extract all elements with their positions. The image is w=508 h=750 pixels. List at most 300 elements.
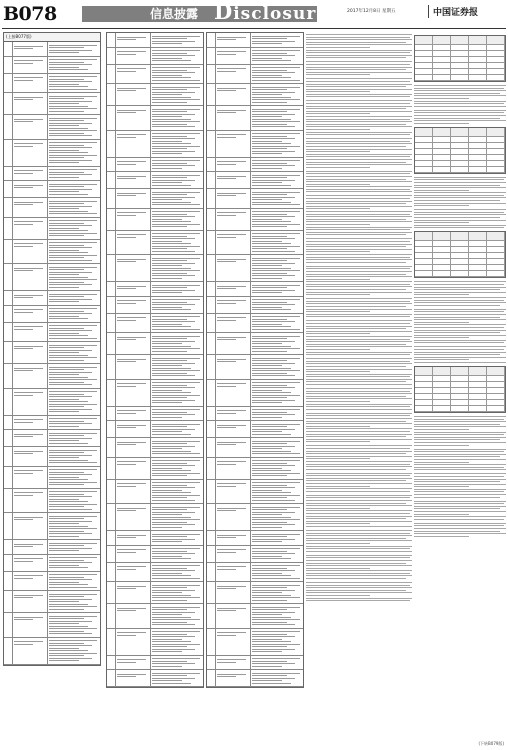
text-line <box>252 678 295 679</box>
section-title-en-initial: D <box>214 0 234 24</box>
row-number <box>107 48 116 64</box>
text-line <box>14 436 33 437</box>
text-line <box>252 358 300 359</box>
text-line <box>306 323 410 324</box>
table-cell <box>415 400 433 405</box>
text-line <box>252 495 300 496</box>
text-line <box>49 79 84 80</box>
text-line <box>414 317 500 318</box>
text-line <box>117 51 146 52</box>
text-line <box>252 58 282 59</box>
text-line <box>152 119 191 120</box>
table-cell <box>469 155 487 160</box>
text-line <box>217 383 246 384</box>
text-line <box>217 483 246 484</box>
text-line <box>14 451 43 452</box>
text-line <box>14 422 33 423</box>
text-line <box>252 119 291 120</box>
text-line <box>414 197 506 198</box>
row-number <box>107 231 116 255</box>
text-line <box>306 464 410 465</box>
text-line <box>414 506 506 507</box>
text-line <box>217 461 246 462</box>
text-line <box>306 159 412 160</box>
row-number <box>107 670 116 686</box>
text-line <box>14 295 43 296</box>
table-cell <box>469 253 487 258</box>
text-line <box>414 294 469 295</box>
text-line <box>306 363 412 364</box>
table-cell <box>469 137 487 142</box>
text-line <box>306 456 412 457</box>
text-line <box>152 482 200 483</box>
text-line <box>152 309 191 310</box>
table-row <box>4 572 100 592</box>
text-line <box>217 339 236 340</box>
text-line <box>49 406 84 407</box>
text-line <box>252 290 295 291</box>
text-line <box>152 55 195 56</box>
text-line <box>217 676 236 677</box>
text-line <box>306 439 412 440</box>
table-row <box>107 84 203 106</box>
text-line <box>152 219 182 220</box>
text-line <box>252 641 291 642</box>
text-line <box>306 227 412 228</box>
text-line <box>252 80 300 81</box>
text-line <box>117 68 146 69</box>
text-line <box>252 527 282 528</box>
text-line <box>152 307 182 308</box>
text-line <box>152 248 187 249</box>
table-cell <box>433 69 451 74</box>
text-line <box>152 387 195 388</box>
text-line <box>49 643 84 644</box>
table-row <box>207 172 303 189</box>
text-line <box>252 165 295 166</box>
text-line <box>414 212 504 213</box>
table-row <box>415 367 505 376</box>
table-row <box>107 604 203 629</box>
text-line <box>14 368 43 369</box>
text-line <box>252 368 291 369</box>
text-line <box>152 487 195 488</box>
row-number <box>207 563 216 582</box>
row-number <box>4 42 13 56</box>
text-line <box>152 402 182 403</box>
table-row <box>207 106 303 131</box>
fund-detail <box>151 282 203 296</box>
fund-detail <box>251 106 303 130</box>
row-number <box>107 131 116 157</box>
fund-detail <box>251 33 303 47</box>
text-line <box>306 423 412 424</box>
fund-name <box>116 65 151 84</box>
text-line <box>49 423 92 424</box>
text-line <box>152 290 195 291</box>
text-line <box>252 133 300 134</box>
text-line <box>49 548 92 549</box>
fund-name <box>13 93 48 114</box>
fund-name <box>116 333 151 354</box>
text-line <box>252 194 287 195</box>
text-line <box>152 634 187 635</box>
table-row <box>207 421 303 438</box>
row-number <box>4 389 13 415</box>
data-table <box>414 127 506 174</box>
text-line <box>49 89 97 90</box>
text-line <box>252 585 300 586</box>
row-number <box>207 333 216 354</box>
text-line <box>152 363 195 364</box>
text-line <box>252 385 287 386</box>
row-number <box>4 323 13 342</box>
text-line <box>117 566 146 567</box>
text-line <box>14 517 43 518</box>
text-line <box>306 219 406 220</box>
text-line <box>49 284 92 285</box>
table-cell <box>451 57 469 62</box>
text-line <box>306 266 412 267</box>
table-cell <box>451 137 469 142</box>
text-line <box>252 617 291 618</box>
text-line <box>49 479 88 480</box>
text-line <box>117 176 146 177</box>
text-line <box>414 523 506 524</box>
text-line <box>49 516 97 517</box>
text-line <box>414 429 469 430</box>
text-line <box>252 424 300 425</box>
text-line <box>252 348 300 349</box>
text-line <box>306 44 412 45</box>
text-line <box>414 330 506 331</box>
text-line <box>14 63 33 64</box>
text-line <box>117 300 146 301</box>
text-line <box>49 287 79 288</box>
text-line <box>152 251 195 252</box>
text-line <box>152 329 200 330</box>
text-line <box>306 415 410 416</box>
text-line <box>306 211 412 212</box>
text-line <box>49 67 79 68</box>
text-line <box>414 220 506 221</box>
table-row <box>107 255 203 282</box>
row-number <box>107 314 116 333</box>
table-cell <box>469 69 487 74</box>
text-line <box>49 301 79 302</box>
fund-detail <box>251 604 303 628</box>
text-line <box>414 118 500 119</box>
text-line <box>49 318 88 319</box>
table-cell <box>433 167 451 172</box>
text-line <box>117 195 136 196</box>
text-line <box>217 68 246 69</box>
table-row <box>4 513 100 540</box>
paragraph <box>414 523 506 537</box>
text-line <box>152 153 182 154</box>
table-cell <box>415 247 433 252</box>
fund-detail <box>251 380 303 406</box>
text-line <box>306 565 412 566</box>
text-line <box>49 277 88 278</box>
text-line <box>14 492 43 493</box>
text-line <box>252 482 300 483</box>
text-line <box>306 326 412 327</box>
text-line <box>414 503 504 504</box>
section-title: 信息披露 <box>150 7 199 21</box>
fund-detail <box>251 333 303 354</box>
row-number <box>207 629 216 655</box>
text-line <box>414 462 469 463</box>
text-line <box>414 514 469 515</box>
text-line <box>252 292 282 293</box>
text-line <box>49 435 84 436</box>
fund-name <box>116 48 151 64</box>
text-line <box>306 316 410 317</box>
text-line <box>252 89 287 90</box>
text-line <box>217 486 236 487</box>
table-cell <box>415 69 433 74</box>
text-line <box>252 87 300 88</box>
text-line <box>252 192 300 193</box>
text-line <box>306 478 412 479</box>
text-line <box>49 98 84 99</box>
table-cell <box>487 406 505 411</box>
table-cell <box>433 265 451 270</box>
row-number <box>107 407 116 421</box>
text-line <box>414 484 506 485</box>
text-line <box>49 120 84 121</box>
text-line <box>49 506 84 507</box>
table-row <box>207 314 303 334</box>
text-line <box>49 233 97 234</box>
table-cell <box>469 63 487 68</box>
text-line <box>306 585 410 586</box>
text-line <box>252 175 300 176</box>
text-line <box>152 441 200 442</box>
text-line <box>49 311 84 312</box>
text-line <box>252 316 300 317</box>
text-line <box>217 427 236 428</box>
fund-name <box>13 540 48 554</box>
table-row <box>4 264 100 291</box>
row-number <box>107 282 116 296</box>
text-line <box>252 199 282 200</box>
text-line <box>49 587 97 588</box>
data-table <box>414 35 506 82</box>
text-line <box>217 288 236 289</box>
text-line <box>306 167 370 168</box>
fund-name <box>116 297 151 313</box>
text-line <box>252 592 282 593</box>
text-line <box>14 99 33 100</box>
fund-detail <box>151 231 203 255</box>
fund-name <box>216 670 251 686</box>
text-line <box>152 136 187 137</box>
text-line <box>49 440 79 441</box>
fund-name <box>116 407 151 421</box>
text-line <box>152 622 187 623</box>
table-cell <box>469 265 487 270</box>
text-line <box>252 146 300 147</box>
row-number <box>107 629 116 655</box>
text-line <box>49 594 97 595</box>
text-line <box>49 118 97 119</box>
text-line <box>306 560 412 561</box>
text-line <box>14 268 43 269</box>
text-line <box>49 606 97 607</box>
text-line <box>152 595 191 596</box>
text-line <box>49 477 79 478</box>
text-line <box>49 443 88 444</box>
text-line <box>414 217 500 218</box>
text-line <box>49 545 84 546</box>
text-line <box>306 224 370 225</box>
text-line <box>414 123 469 124</box>
text-line <box>117 383 146 384</box>
text-line <box>306 331 412 332</box>
fund-detail <box>48 430 100 446</box>
text-line <box>152 221 191 222</box>
table-cell <box>451 394 469 399</box>
text-line <box>152 324 182 325</box>
text-line <box>152 434 191 435</box>
text-line <box>252 163 287 164</box>
text-line <box>306 259 412 260</box>
fund-detail <box>151 355 203 379</box>
table-cell <box>415 149 433 154</box>
text-line <box>414 346 506 347</box>
table-cell <box>451 36 469 44</box>
table-cell <box>451 247 469 252</box>
text-line <box>252 661 287 662</box>
text-line <box>152 43 182 44</box>
text-line <box>306 453 406 454</box>
text-line <box>152 485 187 486</box>
row-number <box>207 33 216 47</box>
text-line <box>414 424 500 425</box>
fund-name <box>13 240 48 264</box>
paragraph <box>414 85 506 107</box>
text-line <box>252 487 295 488</box>
fund-detail <box>251 231 303 255</box>
text-line <box>414 445 469 446</box>
fund-name <box>116 33 151 47</box>
text-line <box>152 541 182 542</box>
text-line <box>306 469 406 470</box>
table-cell <box>415 232 433 240</box>
text-line <box>252 639 282 640</box>
text-line <box>49 621 92 622</box>
text-line <box>306 401 370 402</box>
fund-name <box>216 333 251 354</box>
text-line <box>306 374 412 375</box>
fund-name <box>116 546 151 562</box>
table-row <box>4 591 100 613</box>
paragraph <box>306 171 412 193</box>
table-row <box>107 670 203 687</box>
table-cell <box>415 265 433 270</box>
fund-name <box>216 314 251 333</box>
text-line <box>152 116 182 117</box>
text-line <box>414 342 504 343</box>
text-line <box>252 651 282 652</box>
text-line <box>117 586 146 587</box>
text-line <box>306 208 370 209</box>
text-line <box>152 270 200 271</box>
text-line <box>49 399 79 400</box>
text-line <box>217 137 236 138</box>
text-line <box>306 336 412 337</box>
table-row <box>207 231 303 256</box>
text-line <box>152 612 195 613</box>
text-line <box>306 111 412 112</box>
fund-name <box>216 563 251 582</box>
text-line <box>306 480 406 481</box>
text-line <box>306 473 412 474</box>
table-row <box>415 167 505 173</box>
text-line <box>49 472 84 473</box>
text-line <box>152 133 200 134</box>
text-line <box>152 585 200 586</box>
paragraph <box>306 320 412 355</box>
fund-detail <box>251 480 303 504</box>
fund-detail <box>48 447 100 466</box>
text-line <box>252 387 295 388</box>
table-cell <box>433 406 451 411</box>
text-line <box>306 448 410 449</box>
text-line <box>306 513 410 514</box>
text-line <box>414 449 506 450</box>
text-line <box>306 349 370 350</box>
text-line <box>217 261 236 262</box>
text-line <box>414 467 504 468</box>
text-line <box>152 658 200 659</box>
text-line <box>152 490 182 491</box>
text-line <box>252 92 295 93</box>
text-line <box>49 626 88 627</box>
fund-detail <box>251 65 303 84</box>
table-row <box>207 531 303 546</box>
text-line <box>306 441 370 442</box>
text-line <box>306 241 410 242</box>
text-line <box>252 375 295 376</box>
text-line <box>152 338 187 339</box>
fund-detail <box>48 555 100 571</box>
row-number <box>4 638 13 664</box>
table-row <box>207 158 303 173</box>
text-line <box>152 534 200 535</box>
text-line <box>49 147 92 148</box>
text-line <box>414 287 506 288</box>
fund-name <box>116 421 151 437</box>
fund-name <box>13 181 48 197</box>
text-line <box>49 462 97 463</box>
text-line <box>49 299 92 300</box>
text-line <box>217 674 246 675</box>
text-line <box>306 404 412 405</box>
table-cell <box>415 376 433 381</box>
fund-detail <box>151 209 203 230</box>
text-line <box>49 296 84 297</box>
table-cell <box>433 57 451 62</box>
table-row <box>107 546 203 563</box>
fund-detail <box>48 167 100 181</box>
text-line <box>252 243 291 244</box>
text-line <box>49 560 84 561</box>
text-line <box>217 212 246 213</box>
text-line <box>252 278 282 279</box>
